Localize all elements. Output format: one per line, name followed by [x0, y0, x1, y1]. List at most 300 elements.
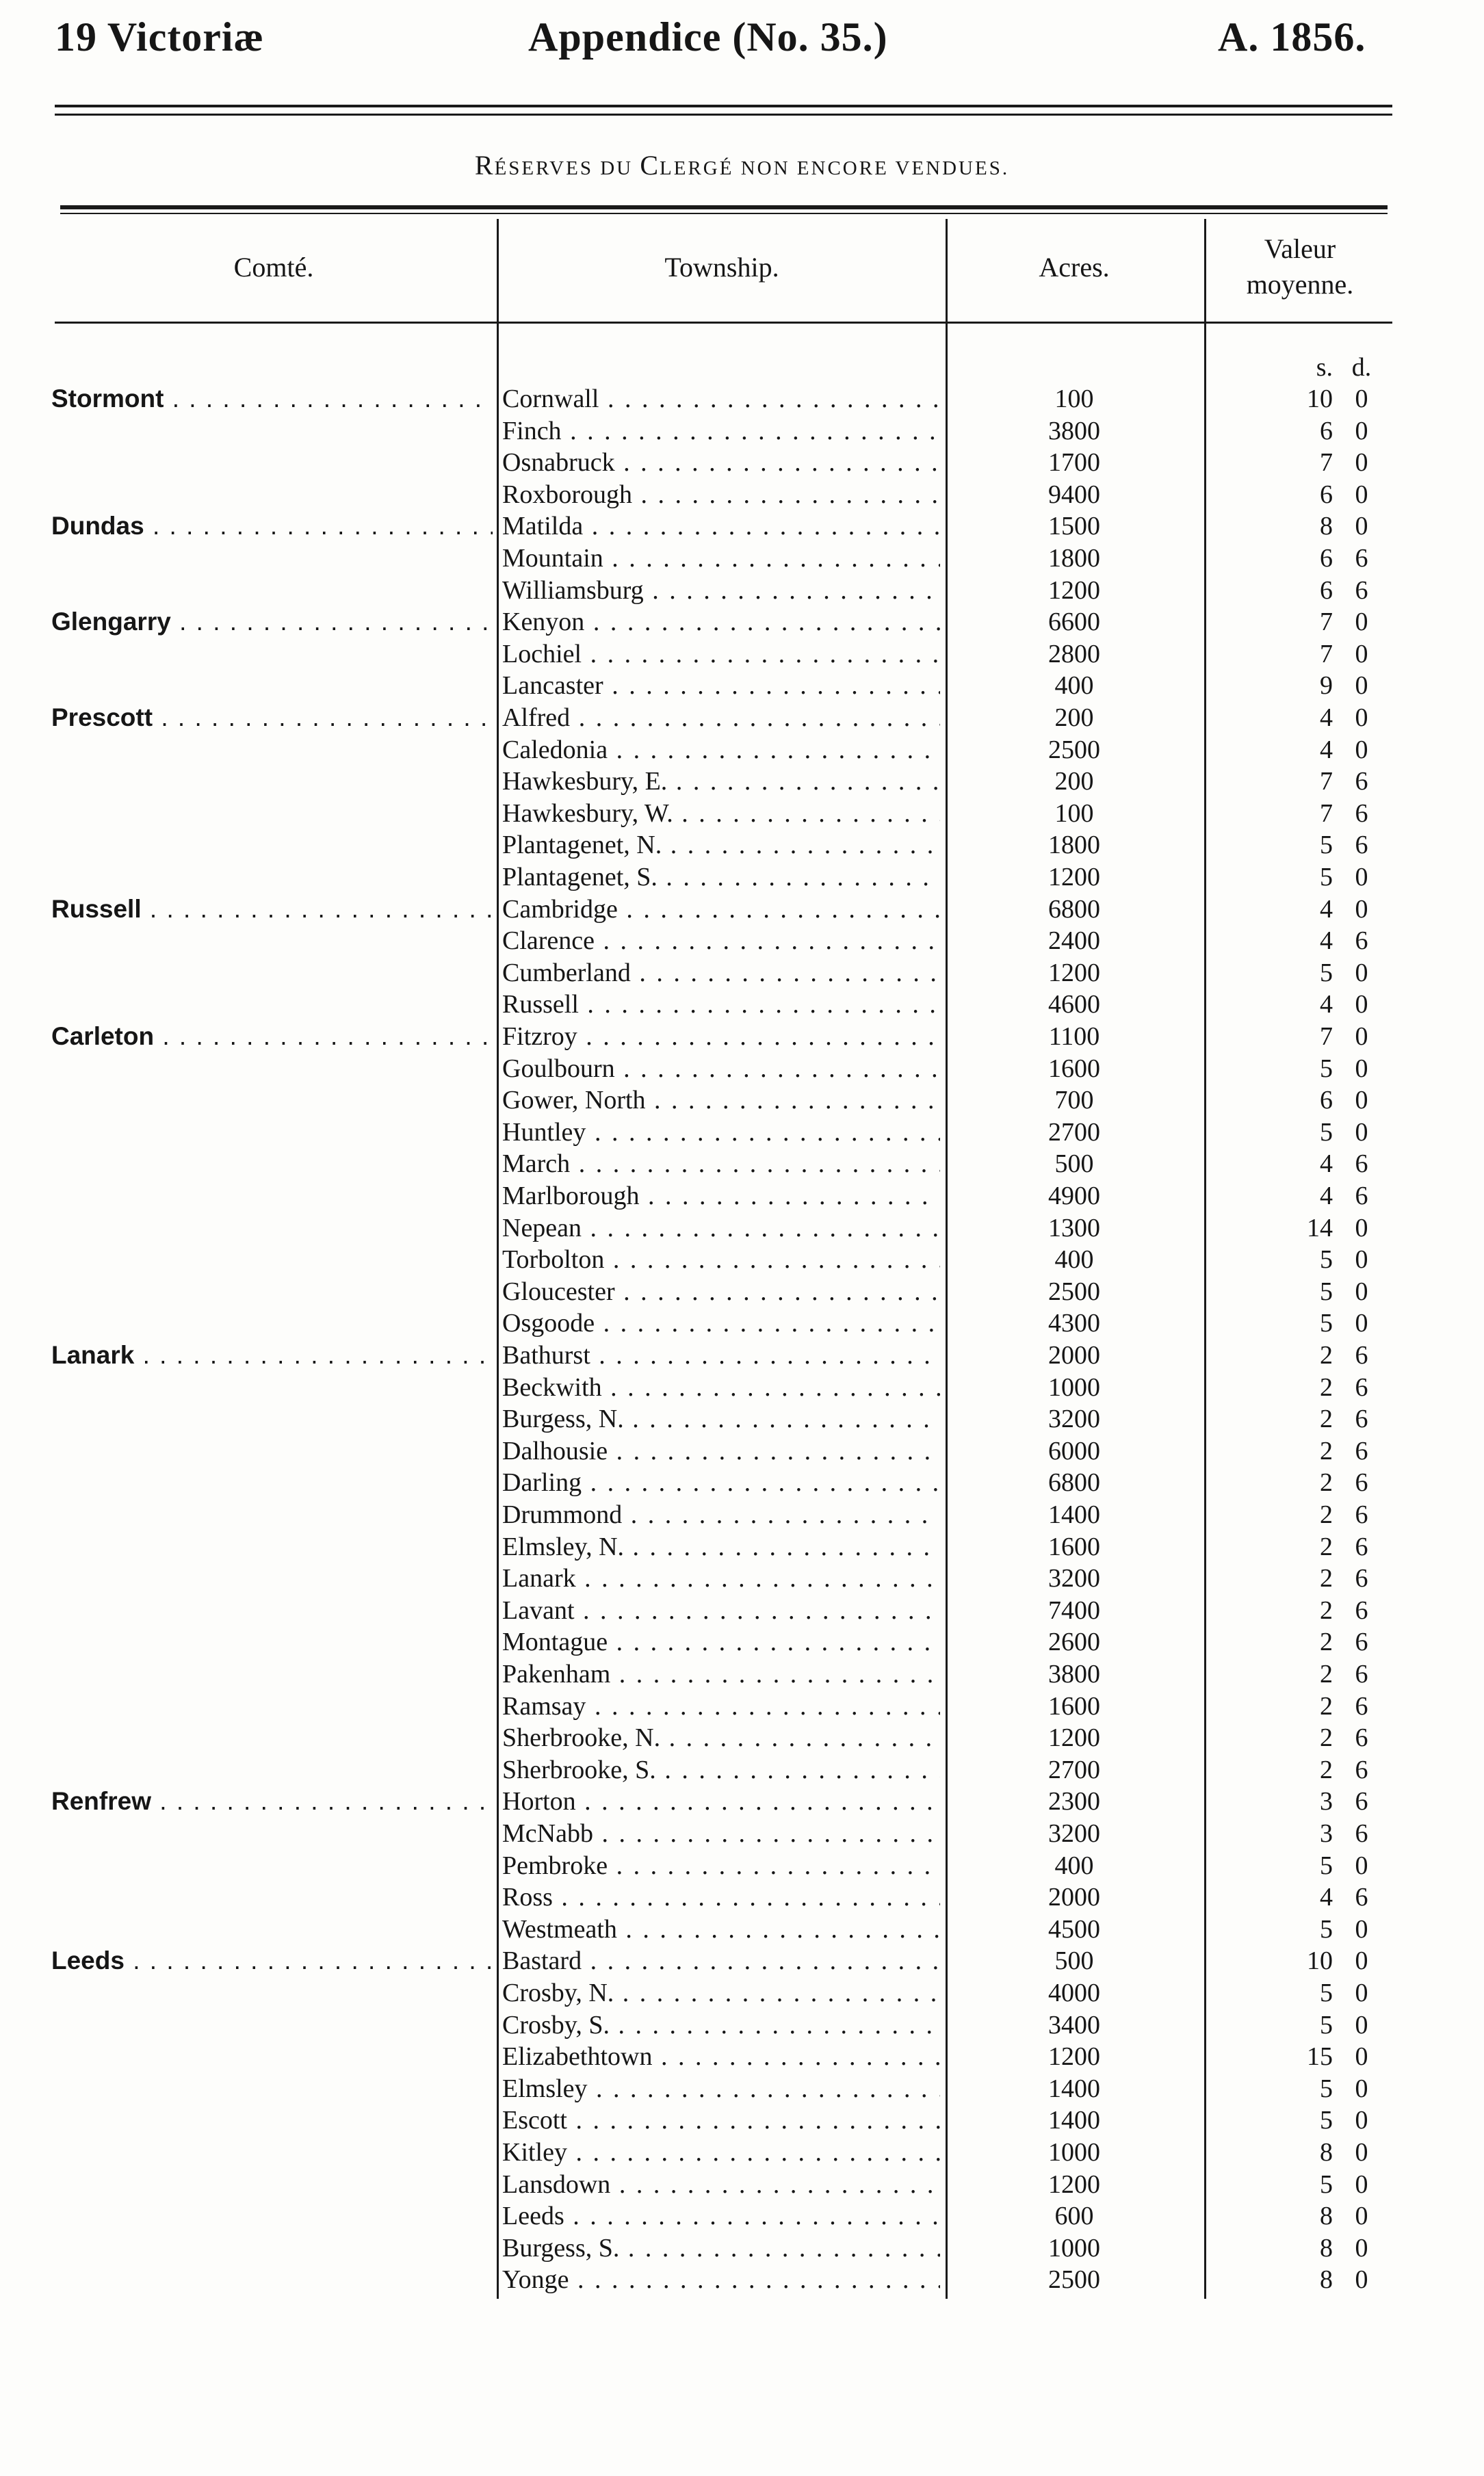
shillings-cell: 2	[1320, 1405, 1333, 1434]
shillings-cell: 4	[1320, 1149, 1333, 1179]
table-row	[0, 2200, 1484, 2232]
pence-cell: 6	[1355, 767, 1368, 796]
pence-cell: 0	[1355, 1914, 1368, 1944]
township-label: Plantagenet, S. . . .	[502, 863, 940, 891]
pence-cell: 6	[1355, 1564, 1368, 1593]
table-row	[0, 1021, 1484, 1052]
acres-cell: 1700	[1048, 448, 1100, 478]
township-cell	[502, 702, 940, 733]
pence-cell: 6	[1355, 1341, 1368, 1370]
township-label: Gower, North . . .	[502, 1086, 940, 1115]
township-cell	[502, 1212, 940, 1244]
township-cell	[502, 2200, 940, 2232]
acres-cell: 2500	[1048, 735, 1100, 764]
pence-cell: 6	[1355, 1436, 1368, 1465]
pence-cell: 6	[1355, 1819, 1368, 1848]
acres-cell: 1000	[1048, 1372, 1100, 1402]
township-cell	[502, 1531, 940, 1563]
table-row	[0, 638, 1484, 670]
pence-cell: 0	[1355, 2169, 1368, 2199]
pence-cell: 0	[1355, 2042, 1368, 2072]
pence-cell: 6	[1355, 1149, 1368, 1179]
shillings-cell: 7	[1320, 639, 1333, 668]
shillings-cell: 15	[1307, 2042, 1333, 2072]
shillings-cell: 7	[1320, 798, 1333, 828]
table-row	[0, 1372, 1484, 1403]
township-label: Mountain . . .	[502, 544, 940, 573]
header-left: 19 Victoriæ	[55, 14, 264, 60]
township-label: Pembroke . . .	[502, 1851, 940, 1880]
acres-cell: 1400	[1048, 2074, 1100, 2103]
pence-cell: 0	[1355, 2233, 1368, 2263]
pence-cell: 6	[1355, 798, 1368, 828]
township-cell	[502, 894, 940, 925]
township-cell	[502, 798, 940, 829]
township-label: Elmsley . . .	[502, 2074, 940, 2103]
table-row	[0, 2104, 1484, 2136]
pence-cell: 0	[1355, 1979, 1368, 2007]
shillings-cell: 5	[1320, 2010, 1333, 2040]
township-cell	[502, 1372, 940, 1403]
pence-cell: 6	[1355, 1755, 1368, 1784]
pence-cell: 0	[1355, 1851, 1368, 1880]
township-cell	[502, 734, 940, 766]
table-row	[0, 2009, 1484, 2041]
township-label: Hawkesbury, E. . . .	[502, 767, 940, 796]
acres-cell: 6600	[1048, 608, 1100, 637]
county-label: Russell . . .	[51, 895, 493, 923]
shillings-cell: 2	[1320, 1723, 1333, 1753]
township-label: Sherbrooke, S. . . .	[502, 1756, 940, 1784]
township-label: Dalhousie . . .	[502, 1437, 940, 1465]
table-row	[0, 1212, 1484, 1244]
shillings-cell: 2	[1320, 1372, 1333, 1402]
acres-cell: 2300	[1048, 1787, 1100, 1816]
pence-cell: 6	[1355, 1691, 1368, 1721]
table-row	[0, 1117, 1484, 1148]
table-row	[0, 1053, 1484, 1084]
column-header-county: Comté.	[233, 252, 314, 283]
pence-cell: 0	[1355, 448, 1368, 478]
township-cell	[502, 1084, 940, 1116]
pence-cell: 0	[1355, 1117, 1368, 1147]
township-cell	[502, 1850, 940, 1881]
acres-cell: 2000	[1048, 1883, 1100, 1912]
township-label: Yonge . . .	[502, 2265, 940, 2294]
township-cell	[502, 2041, 940, 2072]
township-cell	[502, 638, 940, 670]
township-cell	[502, 925, 940, 956]
acres-cell: 500	[1054, 1149, 1094, 1179]
pence-cell: 0	[1355, 385, 1368, 413]
township-label: Bastard . . .	[502, 1946, 940, 1975]
township-label: Leeds . . .	[502, 2202, 940, 2230]
township-label: March . . .	[502, 1149, 940, 1178]
township-label: Escott . . .	[502, 2106, 940, 2135]
shillings-cell: 5	[1320, 2074, 1333, 2103]
shillings-cell: 4	[1320, 703, 1333, 732]
acres-cell: 6000	[1048, 1436, 1100, 1465]
township-cell	[502, 1786, 940, 1817]
acres-cell: 200	[1054, 703, 1094, 732]
shillings-cell: 2	[1320, 1628, 1333, 1657]
township-label: Hawkesbury, W. . . .	[502, 799, 940, 828]
township-label: Osnabruck . . .	[502, 448, 940, 477]
township-cell	[502, 1435, 940, 1467]
township-label: Lochiel . . .	[502, 640, 940, 668]
table-row	[0, 1945, 1484, 1977]
acres-cell: 3200	[1048, 1405, 1100, 1434]
township-label: Elizabethtown . . .	[502, 2042, 940, 2071]
table-row	[0, 2073, 1484, 2104]
township-label: Lavant . . .	[502, 1596, 940, 1625]
acres-cell: 100	[1054, 385, 1094, 413]
shillings-cell: 4	[1320, 735, 1333, 764]
title-part-2: LERGÉ NON ENCORE VENDUES.	[660, 157, 1010, 179]
acres-cell: 3200	[1048, 1564, 1100, 1593]
shillings-cell: 4	[1320, 990, 1333, 1019]
township-cell	[502, 383, 940, 415]
township-cell	[502, 1754, 940, 1786]
shillings-cell: 9	[1320, 671, 1333, 701]
township-label: Horton . . .	[502, 1787, 940, 1816]
pence-cell: 6	[1355, 831, 1368, 860]
shillings-cell: 2	[1320, 1468, 1333, 1498]
pence-cell: 6	[1355, 926, 1368, 956]
column-header-value	[1208, 231, 1392, 302]
acres-cell: 6800	[1048, 1468, 1100, 1498]
township-label: Huntley . . .	[502, 1118, 940, 1147]
acres-cell: 2400	[1048, 926, 1100, 956]
shillings-cell: 3	[1320, 1819, 1333, 1848]
shillings-cell: 2	[1320, 1755, 1333, 1784]
township-label: Finch . . .	[502, 417, 940, 445]
table-row	[0, 1563, 1484, 1594]
acres-cell: 1200	[1048, 863, 1100, 891]
township-label: Matilda . . .	[502, 512, 940, 540]
acres-cell: 700	[1054, 1086, 1094, 1115]
table-row	[0, 2137, 1484, 2168]
header-rule-top	[55, 105, 1392, 107]
shillings-cell: 2	[1320, 1436, 1333, 1465]
table-row	[0, 798, 1484, 829]
township-label: Torbolton . . .	[502, 1245, 940, 1274]
pence-cell: 0	[1355, 1086, 1368, 1115]
table-row	[0, 2041, 1484, 2072]
title-cap-1: R	[474, 150, 495, 181]
acres-cell: 400	[1054, 1851, 1094, 1880]
table-row	[0, 1148, 1484, 1180]
acres-cell: 1200	[1048, 2042, 1100, 2072]
township-cell	[502, 1658, 940, 1690]
township-label: Kitley . . .	[502, 2138, 940, 2167]
pence-cell: 6	[1355, 1468, 1368, 1498]
township-cell	[502, 1595, 940, 1626]
township-cell	[502, 1340, 940, 1371]
township-label: Marlborough . . .	[502, 1182, 940, 1210]
table-row	[0, 1435, 1484, 1467]
township-cell	[502, 989, 940, 1020]
township-label: Pakenham . . .	[502, 1660, 940, 1689]
column-header-township: Township.	[664, 252, 779, 283]
header-rule-bottom	[55, 114, 1392, 116]
township-cell	[502, 829, 940, 861]
acres-cell: 2500	[1048, 2265, 1100, 2295]
shillings-cell: 2	[1320, 1532, 1333, 1561]
township-label: Darling . . .	[502, 1468, 940, 1497]
table-row	[0, 1467, 1484, 1498]
shillings-cell: 6	[1320, 416, 1333, 445]
table-row	[0, 575, 1484, 606]
table-row	[0, 2169, 1484, 2200]
pence-cell: 0	[1355, 735, 1368, 764]
county-cell	[51, 383, 493, 415]
county-cell	[51, 1340, 493, 1371]
shillings-cell: 10	[1307, 385, 1333, 413]
shillings-cell: 4	[1320, 894, 1333, 924]
table-row	[0, 2232, 1484, 2264]
township-cell	[502, 1945, 940, 1977]
township-cell	[502, 2009, 940, 2041]
shillings-cell: 8	[1320, 2265, 1333, 2295]
table-row	[0, 1307, 1484, 1339]
pence-cell: 0	[1355, 1309, 1368, 1338]
pence-cell: 6	[1355, 1405, 1368, 1434]
acres-cell: 1800	[1048, 544, 1100, 573]
township-label: Sherbrooke, N. . . .	[502, 1723, 940, 1752]
shillings-cell: 7	[1320, 767, 1333, 796]
township-label: Westmeath . . .	[502, 1915, 940, 1944]
pence-cell: 6	[1355, 1883, 1368, 1912]
acres-cell: 2600	[1048, 1628, 1100, 1657]
pence-cell: 0	[1355, 1022, 1368, 1051]
county-cell	[51, 510, 493, 542]
shillings-cell: 6	[1320, 1086, 1333, 1115]
township-cell	[502, 1244, 940, 1275]
table-row	[0, 702, 1484, 733]
pence-cell: 0	[1355, 863, 1368, 891]
table-row	[0, 1754, 1484, 1786]
pence-cell: 0	[1355, 703, 1368, 732]
shillings-cell: 5	[1320, 831, 1333, 860]
township-cell	[502, 766, 940, 797]
table-row	[0, 989, 1484, 1020]
pence-cell: 0	[1355, 2074, 1368, 2103]
shillings-cell: 5	[1320, 1117, 1333, 1147]
shillings-cell: 5	[1320, 1277, 1333, 1306]
township-cell	[502, 1499, 940, 1530]
column-header-value-line2: moyenne.	[1246, 269, 1354, 300]
shillings-cell: 8	[1320, 512, 1333, 541]
county-cell	[51, 702, 493, 733]
township-label: Elmsley, N. . . .	[502, 1533, 940, 1561]
township-label: Osgoode . . .	[502, 1309, 940, 1338]
township-cell	[502, 575, 940, 606]
township-cell	[502, 510, 940, 542]
county-cell	[51, 1021, 493, 1052]
shillings-header: s.	[1316, 353, 1333, 382]
shillings-cell: 5	[1320, 2106, 1333, 2135]
pence-cell: 6	[1355, 1595, 1368, 1625]
shillings-cell: 5	[1320, 1979, 1333, 2007]
table-row	[0, 1722, 1484, 1754]
shillings-cell: 3	[1320, 1787, 1333, 1816]
township-label: Caledonia . . .	[502, 735, 940, 764]
shillings-cell: 2	[1320, 1341, 1333, 1370]
pence-cell: 0	[1355, 2010, 1368, 2040]
acres-cell: 2000	[1048, 1341, 1100, 1370]
acres-cell: 1200	[1048, 2169, 1100, 2199]
column-header-acres: Acres.	[1039, 252, 1110, 283]
acres-cell: 1400	[1048, 1500, 1100, 1529]
county-label: Glengarry . . .	[51, 608, 493, 636]
acres-cell: 1800	[1048, 831, 1100, 860]
pence-cell: 0	[1355, 1245, 1368, 1275]
township-label: Burgess, N. . . .	[502, 1405, 940, 1433]
pence-cell: 6	[1355, 1532, 1368, 1561]
table-row	[0, 670, 1484, 701]
township-cell	[502, 479, 940, 510]
township-label: Beckwith . . .	[502, 1373, 940, 1402]
shillings-cell: 5	[1320, 1245, 1333, 1275]
pence-cell: 0	[1355, 2202, 1368, 2231]
township-label: Montague . . .	[502, 1628, 940, 1656]
pence-cell: 0	[1355, 1277, 1368, 1306]
shillings-cell: 6	[1320, 480, 1333, 509]
table-row	[0, 894, 1484, 925]
acres-cell: 4500	[1048, 1914, 1100, 1944]
acres-cell: 2700	[1048, 1117, 1100, 1147]
township-label: Clarence . . .	[502, 926, 940, 955]
table-row	[0, 543, 1484, 574]
township-label: Bathurst . . .	[502, 1341, 940, 1370]
table-row	[0, 1244, 1484, 1275]
shillings-cell: 5	[1320, 1309, 1333, 1338]
acres-cell: 400	[1054, 671, 1094, 701]
township-cell	[502, 606, 940, 638]
table-row	[0, 1276, 1484, 1307]
acres-cell: 100	[1054, 798, 1094, 828]
pence-cell: 0	[1355, 2265, 1368, 2295]
shillings-cell: 7	[1320, 608, 1333, 637]
township-cell	[502, 1053, 940, 1084]
table-row	[0, 1691, 1484, 1722]
pence-cell: 0	[1355, 608, 1368, 637]
pence-cell: 6	[1355, 1660, 1368, 1689]
township-cell	[502, 1117, 940, 1148]
township-cell	[502, 957, 940, 989]
column-header-rule	[55, 322, 1392, 324]
table-row	[0, 1881, 1484, 1913]
township-label: Fitzroy . . .	[502, 1022, 940, 1051]
pence-cell: 0	[1355, 2138, 1368, 2167]
shillings-cell: 7	[1320, 448, 1333, 478]
table-row	[0, 1531, 1484, 1563]
table-rule-top-thin	[60, 213, 1388, 214]
table-row	[0, 1084, 1484, 1116]
township-cell	[502, 1403, 940, 1435]
county-cell	[51, 1945, 493, 1977]
acres-cell: 1600	[1048, 1532, 1100, 1561]
township-label: Drummond . . .	[502, 1500, 940, 1529]
table-row	[0, 606, 1484, 638]
acres-cell: 1300	[1048, 1213, 1100, 1242]
table-row	[0, 1340, 1484, 1371]
shillings-cell: 5	[1320, 2169, 1333, 2199]
table-title	[0, 149, 1484, 181]
pence-cell: 0	[1355, 990, 1368, 1019]
table-rule-top	[60, 205, 1388, 209]
acres-cell: 2700	[1048, 1755, 1100, 1784]
pence-cell: 0	[1355, 1054, 1368, 1083]
acres-cell: 4900	[1048, 1182, 1100, 1210]
table-row	[0, 1658, 1484, 1690]
table-row	[0, 1850, 1484, 1881]
table-row	[0, 734, 1484, 766]
pence-cell: 6	[1355, 544, 1368, 573]
township-cell	[502, 1021, 940, 1052]
table-row	[0, 957, 1484, 989]
table-row	[0, 2264, 1484, 2295]
table-row	[0, 447, 1484, 478]
shillings-cell: 6	[1320, 544, 1333, 573]
shillings-cell: 8	[1320, 2202, 1333, 2231]
township-label: Roxborough . . .	[502, 480, 940, 509]
township-cell	[502, 1276, 940, 1307]
acres-cell: 1200	[1048, 575, 1100, 605]
table-row	[0, 1595, 1484, 1626]
shillings-cell: 10	[1307, 1946, 1333, 1976]
acres-cell: 3200	[1048, 1819, 1100, 1848]
pence-header: d.	[1351, 353, 1372, 382]
township-cell	[502, 447, 940, 478]
table-row	[0, 861, 1484, 893]
pence-cell: 6	[1355, 1723, 1368, 1753]
pence-cell: 6	[1355, 575, 1368, 605]
acres-cell: 2500	[1048, 1277, 1100, 1306]
acres-cell: 1500	[1048, 512, 1100, 541]
shillings-cell: 2	[1320, 1595, 1333, 1625]
pence-cell: 0	[1355, 639, 1368, 668]
acres-cell: 1200	[1048, 958, 1100, 987]
shillings-cell: 7	[1320, 1022, 1333, 1051]
table-row	[0, 1626, 1484, 1658]
township-cell	[502, 2073, 940, 2104]
header-center: Appendice (No. 35.)	[528, 14, 888, 60]
township-cell	[502, 1467, 940, 1498]
county-label: Leeds . . .	[51, 1946, 493, 1975]
title-cap-2: C	[640, 150, 660, 181]
pence-cell: 6	[1355, 1182, 1368, 1210]
table-row	[0, 766, 1484, 797]
county-label: Dundas . . .	[51, 512, 493, 540]
township-cell	[502, 1307, 940, 1339]
shillings-cell: 5	[1320, 1914, 1333, 1944]
pence-cell: 0	[1355, 894, 1368, 924]
acres-cell: 600	[1054, 2202, 1094, 2231]
township-label: Cambridge . . .	[502, 895, 940, 924]
township-cell	[502, 415, 940, 447]
pence-cell: 0	[1355, 480, 1368, 509]
pence-cell: 0	[1355, 958, 1368, 987]
shillings-cell: 5	[1320, 1054, 1333, 1083]
township-label: Lanark . . .	[502, 1564, 940, 1593]
pence-cell: 6	[1355, 1787, 1368, 1816]
township-label: Williamsburg . . .	[502, 576, 940, 605]
shillings-cell: 4	[1320, 1182, 1333, 1210]
shillings-cell: 5	[1320, 863, 1333, 891]
county-cell	[51, 1786, 493, 1817]
